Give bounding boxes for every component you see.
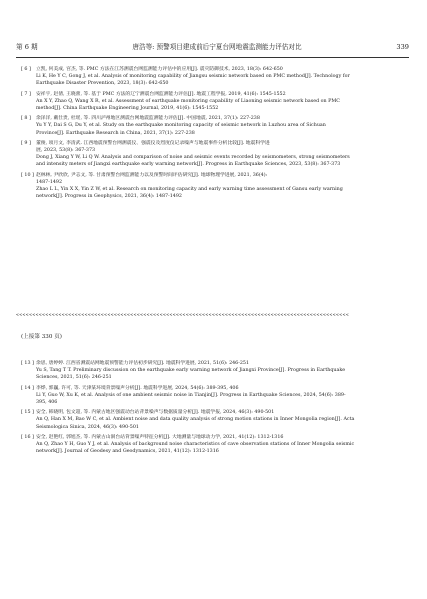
reference-item — [21, 434, 409, 456]
reference-number: [ 8 ] — [21, 116, 31, 122]
reference-line: Earthquake Disaster Prevention, 2023, 18(3): 642-650 — [36, 81, 169, 87]
reference-item — [21, 360, 409, 382]
reference-line: 李烨, 郭巍, 许可, 等. 天津某环境背景噪声分析[J]. 地震科学进展, 2024, 54(6): 389-395, 406 — [36, 385, 239, 391]
reference-line: An Q, Han X M, Bao W C, et al. Ambient noise and data quality analysis of strong motion stations in Inner Mongolia region[J]. Acta — [36, 417, 355, 423]
page-number: 339 — [396, 43, 409, 51]
reference-line: Yu Y Y, Dai S G, Du Y, et al. Study on the earthquake monitoring capacity of seismic network in Luzhou area of Sichuan — [36, 123, 326, 129]
reference-line: Province[J]. Earthquake Research in China, 2021, 37(1): 227-238 — [36, 130, 195, 136]
reference-line: 395, 406 — [36, 400, 58, 406]
reference-line: An Q, Zhao Y H, Guo Y J, et al. Analysis of background noise characteristics of cave observation stations of Inner Mongolia seismic — [36, 442, 355, 448]
reference-line: Zhao L L, Yin X X, Yin Z W, et al. Research on monitoring capacity and early warning time assessment of Gansu early warning — [36, 187, 343, 193]
reference-line: 余泽洋, 戴仕贵, 杜瑶, 等. 四川泸州地区测震台网地震监测能力评估[J]. 中国地震, 2021, 37(1): 227-238 — [36, 116, 260, 122]
reference-list-top — [21, 66, 409, 203]
reference-line: Seismologica Sinica, 2024, 46(3): 490-501 — [36, 424, 139, 430]
reference-line: Li K, He Y C, Gong J, et al. Analysis of monitoring capability of Jiangsu seismic network based on PMC method[J]. Technology for — [36, 74, 350, 80]
reference-line: 安全, 韩晓明, 包文超, 等. 内蒙古地区强震动台站背景噪声与数据质量分析[J]. 地震学报, 2024, 46(3): 490-501 — [36, 410, 275, 416]
reference-line: An X Y, Zhao Q, Wang X R, et al. Assessment of earthquake monitoring capability of Liaoning seismic network based on PMC — [36, 98, 340, 104]
reference-item — [21, 66, 409, 88]
reference-text — [36, 360, 409, 382]
reference-number: [ 15 ] — [21, 410, 34, 416]
section-divider: <<<<<<<<<<<<<<<<<<<<<<<<<<<<<<<<<<<<<<<<<<<<<<<<<<<<<<<<<<<<<<<<<<<<<<<<<<<<<<<<<<<<<<<<<<<<<<<<<<<<<< — [16, 313, 350, 318]
running-title: 唐浩等: 预警项目建成前后宁夏台网地震监测能力评估对比 — [132, 43, 302, 51]
reference-line: network[J]. Journal of Geodesy and Geodynamics, 2021, 41(12): 1312-1316 — [36, 449, 219, 455]
reference-line: Sciences, 2021, 51(6): 246-251 — [36, 375, 112, 381]
reference-number: [ 10 ] — [21, 172, 34, 178]
reference-line: network[J]. Progress in Geophysics, 2021, 36(4): 1487-1492 — [36, 194, 182, 200]
reference-line: 安祥宇, 赵倩, 王晓蕾, 等. 基于 PMC 方法的辽宁测震台网监测能力评估[J]. 地震工程学报, 2019, 41(6): 1545-1552 — [36, 91, 286, 97]
reference-line: 董俊, 项月文, 李清武. 江西地震预警台网测震仪、强震仪及烈度仪记录噪声与地震事件分析比较[J]. 地震科学进 — [36, 140, 270, 146]
reference-line: and intensity meters of Jiangxi earthquake early warning network[J]. Progress in Earthquake Sciences, 2023, 53(8): 367-373 — [36, 162, 341, 168]
continued-from-note: (上接第 330 页) — [21, 334, 62, 340]
reference-number: [ 14 ] — [21, 385, 34, 391]
reference-text — [36, 140, 409, 169]
reference-line: Yu S, Tang T T. Preliminary discussion on the earthquake early warning network of Jiangxi Province[J]. Progress in Earthquake — [36, 368, 346, 374]
reference-line: Dong J, Xiang Y W, Li Q W. Analysis and comparison of noise and seismic events recorded by seismometers, strong seismometers — [36, 155, 350, 161]
reference-item — [21, 140, 409, 169]
reference-line: method[J]. China Earthquake Engineering Journal, 2019, 41(6): 1545-1552 — [36, 106, 219, 112]
reference-line: 余思, 唐婷婷. 江西省测震站网地震预警能力评估初步研究[J]. 地震科学进展, 2021, 51(6): 246-251 — [36, 361, 250, 366]
reference-line: 赵林林, 尹欣欣, 尹志文, 等. 甘肃预警台网监测能力以及预警时间评估研究[J]. 地球物理学进展, 2021, 36(4): — [36, 172, 268, 178]
issue-number: 第 6 期 — [16, 43, 38, 51]
reference-item — [21, 385, 409, 407]
reference-item — [21, 115, 409, 137]
reference-text — [36, 115, 409, 137]
reference-text — [36, 66, 409, 88]
reference-number: [ 6 ] — [21, 67, 31, 72]
reference-text — [36, 409, 409, 431]
reference-line: 展, 2023, 53(8): 367-373 — [36, 148, 96, 154]
reference-text — [36, 385, 409, 407]
reference-number: [ 13 ] — [21, 361, 34, 366]
reference-line: 安全, 赵艳红, 郭旭杰, 等. 内蒙古山洞台站背景噪声特征分析[J]. 大地测量与地球动力学, 2021, 41(12): 1312-1316 — [36, 434, 284, 440]
reference-item — [21, 91, 409, 113]
reference-item — [21, 172, 409, 201]
reference-number: [ 7 ] — [21, 91, 31, 97]
running-header — [16, 42, 409, 53]
reference-line: 1487-1492 — [36, 179, 63, 185]
reference-text — [36, 91, 409, 113]
reference-text — [36, 172, 409, 201]
reference-line: 立凯, 何美成, 宫杰, 等. PMC 方法在江苏测震台网监测能力评估中的应用[J]. 震灾防御技术, 2023, 18(3): 642-650 — [36, 67, 283, 72]
reference-number: [ 9 ] — [21, 140, 31, 146]
reference-text — [36, 434, 409, 456]
reference-list-bottom — [21, 360, 409, 458]
reference-line: Li Y, Guo W, Xu K, et al. Analysis of one ambient seismic noise in Tianjin[J]. Progress in Earthquake Sciences, 2024, 54(6): 389- — [36, 392, 346, 398]
reference-item — [21, 409, 409, 431]
header-rule — [16, 57, 409, 58]
reference-number: [ 16 ] — [21, 434, 34, 440]
